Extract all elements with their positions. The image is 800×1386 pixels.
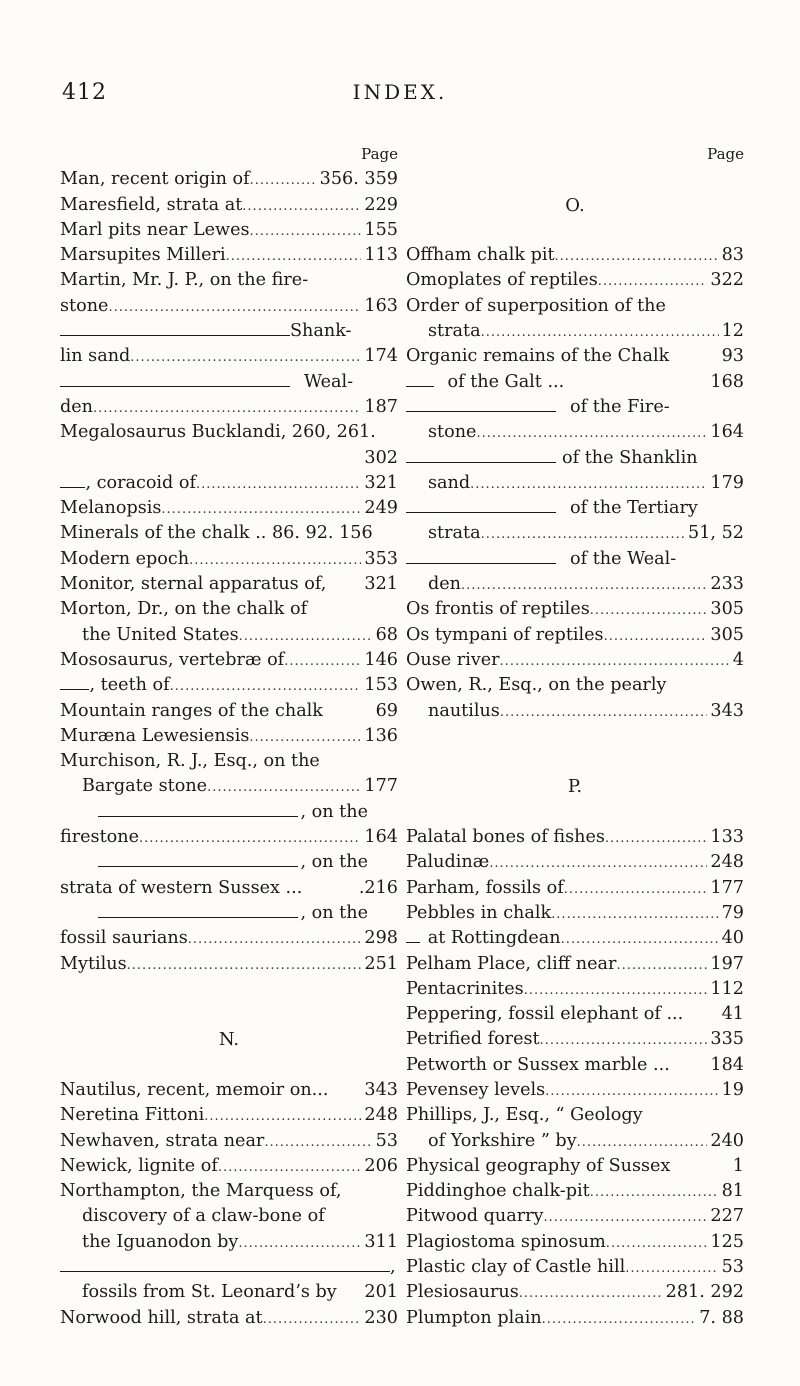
index-entry: 302 bbox=[364, 447, 398, 468]
index-entry: Mountain ranges of the chalk 69 bbox=[60, 700, 398, 721]
index-entry: Minerals of the chalk .. 86. 92. 156 bbox=[60, 523, 373, 544]
index-entry: , on the bbox=[60, 800, 398, 825]
index-entry: Owen, R., Esq., on the pearly bbox=[406, 675, 667, 696]
page-header bbox=[0, 80, 800, 110]
index-entry: Pentacrinites ..... 112 bbox=[406, 977, 744, 1002]
index-entry: Physical geography of Sussex 1 bbox=[406, 1155, 744, 1176]
index-entry: Palatal bones of fishes ..... 133 bbox=[406, 825, 744, 850]
index-entry: the United States ..... 68 bbox=[60, 623, 398, 648]
section-heading-n: N. bbox=[218, 1029, 240, 1051]
index-entry: Paludinæ ..... 248 bbox=[406, 850, 744, 875]
index-entry: Plumpton plain ..... 7. 88 bbox=[406, 1306, 744, 1331]
index-entry: Order of superposition of the bbox=[406, 295, 666, 316]
page-column-label: Page bbox=[707, 145, 744, 163]
index-entry: Maresfield, strata at ..... 229 bbox=[60, 193, 398, 218]
index-entry: of the Tertiary bbox=[406, 496, 744, 521]
index-entry: Pebbles in chalk ..... 79 bbox=[406, 901, 744, 926]
index-entry: Plagiostoma spinosum ..... 125 bbox=[406, 1230, 744, 1255]
index-entry: Neretina Fittoni ..... 248 bbox=[60, 1103, 398, 1128]
index-entry: , on the bbox=[60, 850, 398, 875]
index-entry: Pitwood quarry ..... 227 bbox=[406, 1204, 744, 1229]
index-entry: Newick, lignite of ..... 206 bbox=[60, 1154, 398, 1179]
index-entry: Northampton, the Marquess of, bbox=[60, 1181, 342, 1202]
running-head: INDEX. bbox=[352, 80, 448, 104]
index-entry: of the Shanklin bbox=[406, 446, 744, 471]
index-entry: Shank- bbox=[60, 319, 398, 344]
index-entry: strata ..... 51, 52 bbox=[406, 521, 744, 546]
index-entry: Phillips, J., Esq., “ Geology bbox=[406, 1105, 643, 1126]
index-entry: Morton, Dr., on the chalk of bbox=[60, 599, 308, 620]
index-entry: sand ..... 179 bbox=[406, 471, 744, 496]
index-entry: stone ..... 164 bbox=[406, 420, 744, 445]
index-entry: , teeth of ..... 153 bbox=[60, 673, 398, 698]
index-entry: Martin, Mr. J. P., on the fire- bbox=[60, 270, 309, 291]
index-entry: Megalosaurus Bucklandi, 260, 261. bbox=[60, 422, 376, 443]
index-entry: Pelham Place, cliff near ..... 197 bbox=[406, 952, 744, 977]
index-entry: Mytilus ..... 251 bbox=[60, 952, 398, 977]
index-entry: Omoplates of reptiles ..... 322 bbox=[406, 268, 744, 293]
index-entry: Muræna Lewesiensis ..... 136 bbox=[60, 724, 398, 749]
index-entry: the Iguanodon by ..... 311 bbox=[60, 1230, 398, 1255]
index-entry: Weal- bbox=[60, 370, 398, 395]
index-entry: strata of western Sussex ... .216 bbox=[60, 877, 398, 898]
index-entry: Petrified forest ..... 335 bbox=[406, 1027, 744, 1052]
index-entry: , on the bbox=[60, 901, 398, 926]
index-entry: Murchison, R. J., Esq., on the bbox=[60, 751, 320, 772]
index-entry: Peppering, fossil elephant of ... 41 bbox=[406, 1004, 744, 1025]
index-entry: of the Weal- bbox=[406, 547, 744, 572]
index-entry: den ..... 187 bbox=[60, 395, 398, 420]
index-entry: discovery of a claw-bone of bbox=[82, 1206, 325, 1227]
index-entry: Offham chalk pit ..... 83 bbox=[406, 243, 744, 268]
index-entry: stone ..... 163 bbox=[60, 294, 398, 319]
index-entry: at Rottingdean ..... 40 bbox=[406, 926, 744, 951]
index-entry: Plastic clay of Castle hill ..... 53 bbox=[406, 1255, 744, 1280]
index-entry: Piddinghoe chalk-pit ..... 81 bbox=[406, 1179, 744, 1204]
index-entry: Ouse river ..... 4 bbox=[406, 648, 744, 673]
index-entry: of the Galt ... 168 bbox=[406, 370, 744, 395]
index-entry: Parham, fossils of ..... 177 bbox=[406, 876, 744, 901]
index-entry: Newhaven, strata near ..... 53 bbox=[60, 1129, 398, 1154]
index-entry: den ..... 233 bbox=[406, 572, 744, 597]
index-entry: Bargate stone ..... 177 bbox=[60, 774, 398, 799]
index-entry: Plesiosaurus ..... 281. 292 bbox=[406, 1280, 744, 1305]
index-entry: Os tympani of reptiles ..... 305 bbox=[406, 623, 744, 648]
index-entry: , coracoid of ..... 321 bbox=[60, 471, 398, 496]
index-entry: Man, recent origin of ..... 356. 359 bbox=[60, 167, 398, 192]
section-heading-p: P. bbox=[567, 776, 583, 798]
index-entry: Mososaurus, vertebræ of ..... 146 bbox=[60, 648, 398, 673]
index-entry: Petworth or Sussex marble ... 184 bbox=[406, 1054, 744, 1075]
index-entry: Os frontis of reptiles ..... 305 bbox=[406, 597, 744, 622]
index-entry: fossil saurians ..... 298 bbox=[60, 926, 398, 951]
index-entry: Nautilus, recent, memoir on... 343 bbox=[60, 1079, 398, 1100]
index-entry: Monitor, sternal apparatus of, 321 bbox=[60, 574, 398, 595]
right-column bbox=[406, 142, 744, 1331]
index-entry: of Yorkshire ” by ..... 240 bbox=[406, 1129, 744, 1154]
index-entry: Marl pits near Lewes ..... 155 bbox=[60, 218, 398, 243]
section-heading-o: O. bbox=[565, 194, 585, 216]
page-number: 412 bbox=[62, 80, 107, 105]
index-entry: firestone ..... 164 bbox=[60, 825, 398, 850]
index-entry: of the Fire- bbox=[406, 395, 744, 420]
index-entry: Norwood hill, strata at ..... 230 bbox=[60, 1306, 398, 1331]
index-entry: lin sand ..... 174 bbox=[60, 344, 398, 369]
index-entry: fossils from St. Leonard’s by 201 bbox=[82, 1282, 398, 1303]
index-entry: Pevensey levels ..... 19 bbox=[406, 1078, 744, 1103]
index-entry: strata ..... 12 bbox=[406, 319, 744, 344]
index-entry: Melanopsis ..... 249 bbox=[60, 496, 398, 521]
index-entry: Marsupites Milleri ..... 113 bbox=[60, 243, 398, 268]
left-column bbox=[60, 142, 398, 1331]
page-column-label: Page bbox=[361, 145, 398, 163]
index-entry: Organic remains of the Chalk 93 bbox=[406, 346, 744, 367]
index-entry: nautilus ..... 343 bbox=[406, 699, 744, 724]
index-entry: Modern epoch ..... 353 bbox=[60, 547, 398, 572]
index-entry: , bbox=[60, 1255, 398, 1280]
